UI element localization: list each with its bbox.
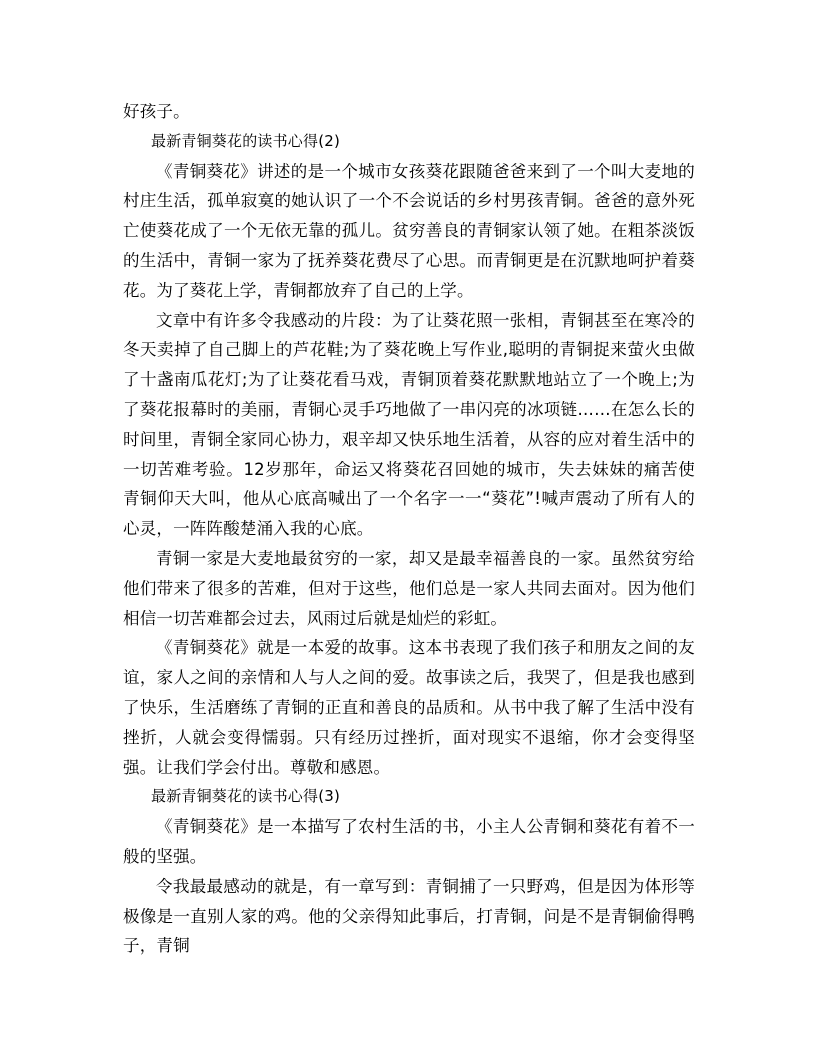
section-2-paragraph-1: 《青铜葵花》讲述的是一个城市女孩葵花跟随爸爸来到了一个叫大麦地的村庄生活，孤单寂寞的她认识了一个不会说话的乡村男孩青铜。爸爸的意外死亡使葵花成了一个无依无靠的孤儿。贫穷善良的青铜家认领了她。在粗茶淡饭的生活中，青铜一家为了抚养葵花费尽了心思。而青铜更是在沉默地呵护着葵花。为了葵花上学，青铜都放弃了自己的上学。 [123, 161, 695, 300]
continuation-line: 好孩子。 [123, 102, 190, 121]
section-3-paragraph-1: 《青铜葵花》是一本描写了农村生活的书，小主人公青铜和葵花有着不一般的坚强。 [123, 817, 695, 866]
section-3-heading: 最新青铜葵花的读书心得(3) [151, 787, 341, 806]
section-2-paragraph-3: 青铜一家是大麦地最贫穷的一家，却又是最幸福善良的一家。虽然贫穷给他们带来了很多的苦难，但对于这些，他们总是一家人共同去面对。因为他们相信一切苦难都会过去，风雨过后就是灿烂的彩虹。 [123, 548, 695, 628]
section-2-paragraph-2: 文章中有许多令我感动的片段：为了让葵花照一张相，青铜甚至在寒冷的冬天卖掉了自己脚上的芦花鞋;为了葵花晚上写作业,聪明的青铜捉来萤火虫做了十盏南瓜花灯;为了让葵花看马戏，青铜顶着葵花默默地站立了一个晚上;为了葵花报幕时的美丽，青铜心灵手巧地做了一串闪亮的冰项链……在怎么长的时间里，青铜全家同心协力，艰辛却又快乐地生活着，从容的应对着生活中的一切苦难考验。12岁那年，命运又将葵花召回她的城市，失去妹妹的痛苦使青铜仰天大叫，他从心底高喊出了一个名字一一“葵花”!喊声震动了所有人的心灵，一阵阵酸楚涌入我的心底。 [123, 310, 695, 539]
section-2-heading: 最新青铜葵花的读书心得(2) [151, 131, 341, 150]
document-body [123, 97, 695, 961]
section-2-paragraph-4: 《青铜葵花》就是一本爱的故事。这本书表现了我们孩子和朋友之间的友谊，家人之间的亲情和人与人之间的爱。故事读之后，我哭了，但是我也感到了快乐，生活磨练了青铜的正直和善良的品质和。从书中我了解了生活中没有挫折，人就会变得懦弱。只有经历过挫折，面对现实不退缩，你才会变得坚强。让我们学会付出。尊敬和感恩。 [123, 638, 695, 777]
section-3-paragraph-2: 令我最最感动的就是，有一章写到：青铜捕了一只野鸡，但是因为体形等极像是一直别人家的鸡。他的父亲得知此事后，打青铜，问是不是青铜偷得鸭子，青铜 [123, 876, 695, 956]
